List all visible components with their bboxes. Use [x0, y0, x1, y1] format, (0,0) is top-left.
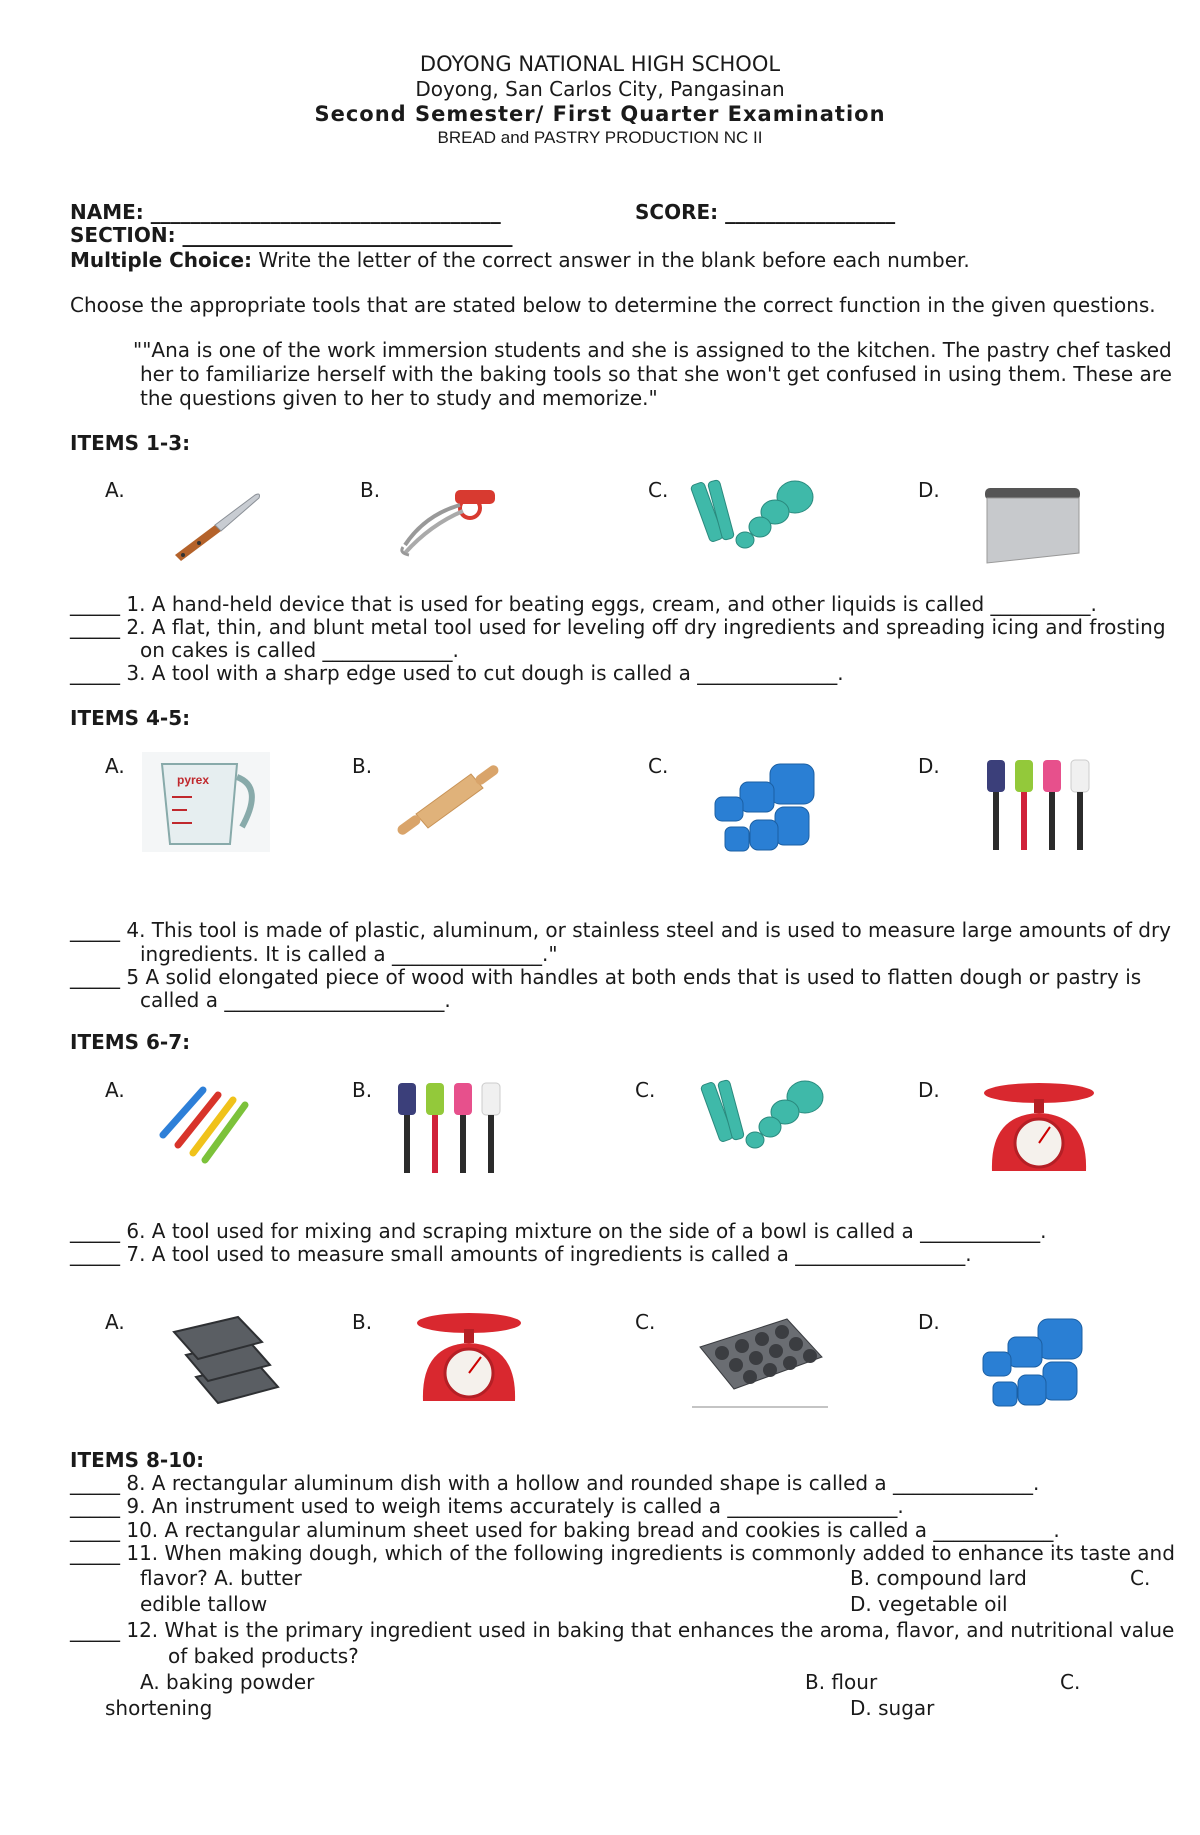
- g4-letter-c: C.: [635, 1310, 656, 1334]
- question-9: _____ 9. An instrument used to weigh items accurately is called a _________________.: [70, 1494, 904, 1518]
- question-11-option-c-letter: C.: [1130, 1566, 1151, 1590]
- question-10: _____ 10. A rectangular aluminum sheet used for baking bread and cookies is called a ____________.: [70, 1518, 1060, 1542]
- question-4-cont: ingredients. It is called a _______________.": [140, 942, 558, 966]
- g1-letter-a: A.: [105, 478, 125, 502]
- measuring-spoons-icon-2: [700, 1072, 828, 1162]
- scenario-line-3: the questions given to her to study and memorize.": [140, 386, 658, 410]
- g3-letter-d: D.: [918, 1078, 940, 1102]
- measuring-cups-icon-2: [968, 1307, 1096, 1415]
- measuring-spoons-icon: [690, 472, 818, 562]
- name-field[interactable]: NAME: ___________________________________: [70, 200, 501, 224]
- offset-spatula-icon: [155, 475, 273, 570]
- question-11: _____ 11. When making dough, which of the following ingredients is commonly added to enhance its taste and: [70, 1541, 1175, 1565]
- svg-text:pyrex: pyrex: [177, 773, 210, 787]
- question-6: _____ 6. A tool used for mixing and scraping mixture on the side of a bowl is called a ____________.: [70, 1219, 1047, 1243]
- question-5-cont: called a ______________________.: [140, 988, 451, 1012]
- scenario-line-2: her to familiarize herself with the baking tools so that she won't get confused in using them. These are: [140, 362, 1172, 386]
- group4-title: ITEMS 8-10:: [70, 1448, 205, 1472]
- exam-title: Second Semester/ First Quarter Examination: [314, 102, 886, 126]
- group1-title: ITEMS 1-3:: [70, 431, 191, 455]
- scenario-line-1: ""Ana is one of the work immersion students and she is assigned to the kitchen. The pastry chef tasked: [133, 338, 1172, 362]
- measuring-cups-icon: [700, 752, 830, 857]
- group2-title: ITEMS 4-5:: [70, 706, 191, 730]
- rubber-scrapers-icon-2: [388, 1075, 506, 1180]
- school-name: DOYONG NATIONAL HIGH SCHOOL: [419, 52, 781, 76]
- g1-letter-b: B.: [360, 478, 381, 502]
- g4-letter-b: B.: [352, 1310, 373, 1334]
- section-field[interactable]: SECTION: _________________________________: [70, 223, 513, 247]
- g2-letter-a: A.: [105, 754, 125, 778]
- question-4: _____ 4. This tool is made of plastic, aluminum, or stainless steel and is used to measure large amounts of dry: [70, 918, 1172, 942]
- question-8: _____ 8. A rectangular aluminum dish with a hollow and rounded shape is called a ______________.: [70, 1471, 1040, 1495]
- question-11-option-a: flavor? A. butter: [140, 1566, 302, 1590]
- question-1: _____ 1. A hand-held device that is used for beating eggs, cream, and other liquids is called __________.: [70, 592, 1097, 616]
- muffin-pan-icon: [692, 1307, 828, 1409]
- g4-letter-d: D.: [918, 1310, 940, 1334]
- g2-letter-d: D.: [918, 754, 940, 778]
- weighing-scale-icon-2: [405, 1307, 533, 1409]
- mc-label: Multiple Choice:: [70, 248, 253, 272]
- g3-letter-c: C.: [635, 1078, 656, 1102]
- question-11-option-b: B. compound lard: [850, 1566, 1027, 1590]
- baking-sheets-icon: [166, 1307, 286, 1409]
- subject-title: BREAD and PASTRY PRODUCTION NC II: [437, 128, 763, 147]
- choose-instruction: Choose the appropriate tools that are stated below to determine the correct function in the given questions.: [70, 293, 1156, 317]
- question-12-option-c: shortening: [105, 1696, 213, 1720]
- question-2-cont: on cakes is called _____________.: [140, 638, 459, 662]
- question-12-cont: of baked products?: [168, 1644, 359, 1668]
- multiple-choice-instruction: [70, 248, 970, 272]
- g3-letter-a: A.: [105, 1078, 125, 1102]
- question-3: _____ 3. A tool with a sharp edge used to cut dough is called a ______________.: [70, 661, 844, 685]
- question-11-option-c: edible tallow: [140, 1592, 268, 1616]
- pastry-brushes-icon: [143, 1075, 255, 1170]
- g2-letter-b: B.: [352, 754, 373, 778]
- school-address: Doyong, San Carlos City, Pangasinan: [415, 77, 785, 101]
- question-12-option-a: A. baking powder: [140, 1670, 315, 1694]
- mc-text: Write the letter of the correct answer in the blank before each number.: [258, 248, 970, 272]
- question-12-option-d: D. sugar: [850, 1696, 935, 1720]
- rubber-scrapers-icon: [975, 752, 1097, 857]
- dough-scraper-icon: [975, 478, 1087, 566]
- g4-letter-a: A.: [105, 1310, 125, 1334]
- group3-title: ITEMS 6-7:: [70, 1030, 191, 1054]
- g2-letter-c: C.: [648, 754, 669, 778]
- rolling-pin-icon: [386, 752, 504, 842]
- score-field[interactable]: SCORE: _________________: [635, 200, 896, 224]
- measuring-cup-icon: [142, 752, 270, 852]
- question-5: _____ 5 A solid elongated piece of wood with handles at both ends that is used to flatten dough or pastry is: [70, 965, 1142, 989]
- weighing-scale-icon: [970, 1075, 1108, 1180]
- question-2: _____ 2. A flat, thin, and blunt metal tool used for leveling off dry ingredients and spreading icing and frosting: [70, 615, 1166, 639]
- g1-letter-c: C.: [648, 478, 669, 502]
- question-12-option-c-letter: C.: [1060, 1670, 1081, 1694]
- question-11-option-d: D. vegetable oil: [850, 1592, 1008, 1616]
- question-7: _____ 7. A tool used to measure small amounts of ingredients is called a _________________.: [70, 1242, 972, 1266]
- g3-letter-b: B.: [352, 1078, 373, 1102]
- question-12-option-b: B. flour: [805, 1670, 878, 1694]
- hand-mixer-icon: [395, 475, 515, 560]
- question-12: _____ 12. What is the primary ingredient used in baking that enhances the aroma, flavor, and nutritional value: [70, 1618, 1175, 1642]
- g1-letter-d: D.: [918, 478, 940, 502]
